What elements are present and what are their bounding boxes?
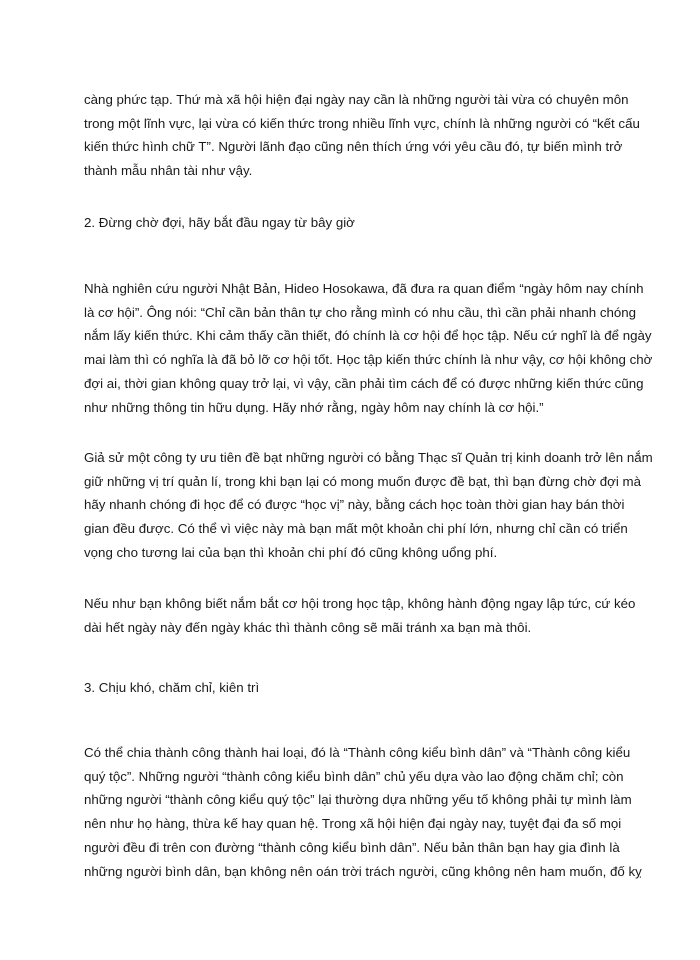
text-line: gian đều được. Có thể vì việc này mà bạn mất một khoản chi phí lớn, nhưng chỉ cần có triển bbox=[84, 521, 628, 537]
text-line: giữ những vị trí quản lí, trong khi bạn lại có mong muốn được đề bạt, thì bạn đừng chờ đợi mà bbox=[84, 473, 642, 489]
text-line: mai làm thì có nghĩa là đã bỏ lỡ cơ hội tốt. Học tập kiến thức chính là như vậy, cơ hội không chờ bbox=[84, 352, 653, 368]
intro-paragraph bbox=[84, 88, 640, 183]
text-line: Nếu như bạn không biết nắm bắt cơ hội trong học tập, không hành động ngay lập tức, cứ kéo bbox=[84, 596, 636, 611]
text-line: nên như họ hàng, thừa kế hay quan hệ. Trong xã hội hiện đại ngày nay, tuyệt đại đa số mọi bbox=[84, 816, 622, 832]
text-line: hãy nhanh chóng đi học để có được “học vị” này, bằng cách học toàn thời gian hay bán thời bbox=[84, 497, 625, 513]
hosokawa-paragraph bbox=[84, 277, 653, 419]
text-line: dài hết ngày này đến ngày khác thì thành công sẽ mãi tránh xa bạn mà thôi. bbox=[84, 619, 532, 635]
text-line: như những thông tin hữu dụng. Hãy nhớ rằng, ngày hôm nay chính là cơ hội.” bbox=[84, 399, 544, 415]
text-line: đợi ai, thời gian không quay trở lại, vì vậy, cần phải tìm cách để có được những kiến thức cũng bbox=[84, 375, 644, 391]
section-heading-3 bbox=[84, 676, 636, 700]
text-line: càng phức tạp. Thứ mà xã hội hiện đại ngày nay cần là những người tài vừa có chuyên môn bbox=[84, 92, 629, 107]
success-types-paragraph bbox=[84, 741, 642, 883]
text-line: những người “thành công kiểu quý tộc” lại thường dựa những yếu tố không phải tự mình làm bbox=[84, 792, 632, 808]
text-line: kiến thức hình chữ T”. Người lãnh đạo cũng nên thích ứng với yêu cầu đó, tự biến mình trở bbox=[84, 139, 623, 155]
heading-text: 3. Chịu khó, chăm chỉ, kiên trì bbox=[84, 680, 260, 695]
text-line: Có thể chia thành công thành hai loại, đó là “Thành công kiểu bình dân” và “Thành công kiểu bbox=[84, 745, 631, 760]
heading-text: 2. Đừng chờ đợi, hãy bắt đầu ngay từ bây giờ bbox=[84, 215, 355, 230]
text-line: nắm lấy kiến thức. Khi cảm thấy cần thiết, đó chính là cơ hội để học tập. Nếu cứ nghĩ là để ngày bbox=[84, 328, 652, 344]
text-line: quý tộc”. Những người “thành công kiểu bình dân” chủ yếu dựa vào lao động chăm chỉ; còn bbox=[84, 768, 624, 784]
opportunity-paragraph bbox=[84, 592, 636, 639]
text-line: những người bình dân, bạn không nên oán trời trách người, cũng không nên ham muốn, đố kỵ bbox=[84, 863, 642, 879]
text-line: Giả sử một công ty ưu tiên đề bạt những người có bằng Thạc sĩ Quản trị kinh doanh trở lên nắm bbox=[84, 450, 653, 465]
text-line: Nhà nghiên cứu người Nhật Bản, Hideo Hosokawa, đã đưa ra quan điểm “ngày hôm nay chính bbox=[84, 281, 644, 296]
section-heading-2 bbox=[84, 211, 636, 235]
text-line: trong một lĩnh vực, lại vừa có kiến thức trong nhiều lĩnh vực, chính là những người có “kết cấu bbox=[84, 115, 640, 131]
text-line: người đều đi trên con đường “thành công kiểu bình dân”. Nếu bản thân bạn hay gia đình là bbox=[84, 839, 620, 855]
text-line: vọng cho tương lai của bạn thì khoản chi phí đó cũng không uổng phí. bbox=[84, 544, 498, 560]
text-line: là cơ hội”. Ông nói: “Chỉ cần bản thân tự cho rằng mình có nhu cầu, thì cần phải nhanh chóng bbox=[84, 304, 637, 320]
text-line: thành mẫu nhân tài như vậy. bbox=[84, 163, 253, 179]
mba-paragraph bbox=[84, 446, 653, 565]
